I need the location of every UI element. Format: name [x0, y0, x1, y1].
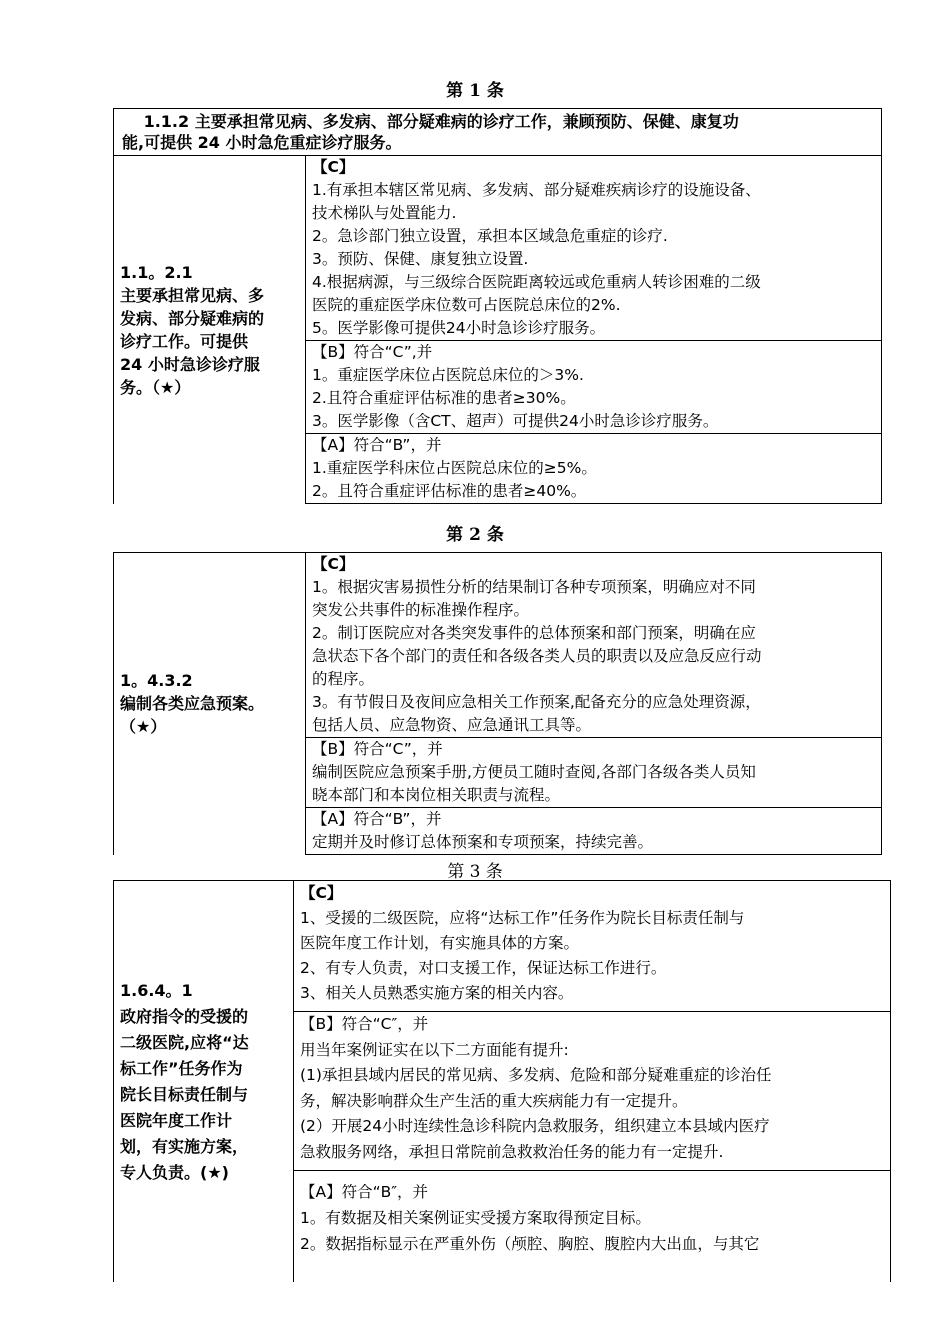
- level-c-line: 突发公共事件的标准操作程序。: [312, 601, 530, 619]
- level-c-label: 【C】: [312, 555, 355, 573]
- level-c-line: 急状态下各个部门的责任和各级各类人员的职责以及应急反应行动: [312, 647, 762, 665]
- article1-left-line: 务。（★）: [120, 377, 191, 397]
- article2-left-line: 1。4.3.2: [120, 671, 193, 691]
- article1-header-row: [114, 109, 882, 156]
- article1-header-line2: 能,可提供 24 小时急危重症诊疗服务。: [122, 133, 402, 152]
- article1-left-line: 24 小时急诊诊疗服: [120, 354, 260, 374]
- article2-left-line: 编制各类应急预案。: [120, 694, 265, 714]
- article1-level-a: [306, 434, 882, 504]
- level-b-line: (2）开展24小时连续性急诊科院内急救服务，组织建立本县域内医疗: [300, 1117, 770, 1135]
- article3-left-line: 院长目标责任制与: [120, 1084, 249, 1104]
- level-b-line: 用当年案例证实在以下二方面能有提升:: [300, 1040, 569, 1059]
- article3-left-line: 划，有实施方案，: [120, 1136, 249, 1156]
- article3-level-a: [294, 1171, 891, 1283]
- level-b-line: 急救服务网络，承担日常院前急救救治任务的能力有一定提升.: [300, 1142, 724, 1161]
- level-c-line: 的程序。: [312, 670, 375, 688]
- level-c-line: 1、受援的二级医院，应将“达标工作”任务作为院长目标责任制与: [300, 909, 745, 927]
- level-c-line: 3。预防、保健、康复独立设置.: [312, 250, 529, 268]
- level-c-label: 【C】: [312, 158, 355, 176]
- article2-table: [113, 552, 882, 855]
- article1-standard-cell: [114, 156, 306, 504]
- level-b-line: 编制医院应急预案手册,方便员工随时查阅,各部门各级各类人员知: [312, 763, 756, 781]
- article3-title: 第 3 条: [447, 862, 503, 882]
- level-c-line: 3。有节假日及夜间应急相关工作预案,配备充分的应急处理资源，: [312, 693, 761, 711]
- article1-left-line: 发病、部分疑难病的: [120, 308, 265, 328]
- level-a-line: 2。数据指标显示在严重外伤（颅腔、胸腔、腹腔内大出血，与其它: [300, 1235, 760, 1253]
- article3-left-line: 1.6.4。1: [120, 980, 193, 1000]
- level-c-line: 2、有专人负责，对口支援工作，保证达标工作进行。: [300, 959, 667, 977]
- level-a-line: 2。且符合重症评估标准的患者≥40%。: [312, 482, 587, 500]
- level-a-label: 【A】符合“B”，并: [312, 436, 442, 454]
- level-a-line: 定期并及时修订总体预案和专项预案，持续完善。: [312, 833, 654, 851]
- level-c-line: 2。制订医院应对各类突发事件的总体预案和部门预案，明确在应: [312, 624, 756, 642]
- article2-level-c: [306, 553, 882, 738]
- article2-standard-cell: [114, 553, 306, 855]
- level-b-label: 【B】符合“C”，并: [312, 740, 443, 758]
- level-c-line: 2。急诊部门独立设置，承担本区域急危重症的诊疗.: [312, 227, 668, 245]
- article3-level-b: [294, 1012, 891, 1171]
- level-b-line: 晓本部门和本岗位相关职责与流程。: [312, 786, 561, 804]
- level-b-line: 2.且符合重症评估标准的患者≥30%。: [312, 389, 576, 407]
- article1-header-line1: 1.1.2 主要承担常见病、多发病、部分疑难病的诊疗工作，兼顾预防、保健、康复功: [122, 112, 739, 131]
- level-c-line: 医院的重症医学床位数可占医院总床位的2%.: [312, 296, 621, 314]
- level-a-line: 1。有数据及相关案例证实受援方案取得预定目标。: [300, 1209, 651, 1227]
- article2-left-line: （★）: [120, 717, 167, 737]
- article3-table: [113, 880, 891, 1282]
- level-a-label: 【A】符合“B”，并: [312, 810, 442, 828]
- article2-level-a: [306, 808, 882, 855]
- level-a-label: 【A】符合“B″，并: [300, 1183, 429, 1201]
- article2-title: 第 2 条: [446, 525, 504, 545]
- article3-left-line: 专人负责。(★): [120, 1162, 229, 1182]
- level-b-line: 1。重症医学床位占医院总床位的＞3%.: [312, 366, 584, 384]
- article1-level-b: [306, 341, 882, 434]
- article3-standard-cell: [114, 881, 294, 1283]
- article3-left-line: 标工作”任务作为: [120, 1058, 243, 1078]
- article3-left-line: 医院年度工作计: [120, 1110, 233, 1130]
- level-c-label: 【C】: [300, 884, 343, 902]
- level-c-line: 医院年度工作计划，有实施具体的方案。: [300, 934, 580, 952]
- level-c-line: 1.有承担本辖区常见病、多发病、部分疑难疾病诊疗的设施设备、: [312, 181, 761, 199]
- level-b-label: 【B】符合“C”,并: [312, 343, 433, 361]
- level-c-line: 1。根据灾害易损性分析的结果制订各种专项预案，明确应对不同: [312, 578, 756, 596]
- level-a-line: 1.重症医学科床位占医院总床位的≥5%。: [312, 459, 597, 477]
- article3-left-line: 二级医院,应将“达: [120, 1032, 249, 1052]
- article1-left-line: 主要承担常见病、多: [120, 285, 265, 305]
- article3-level-c: [294, 881, 891, 1012]
- level-b-label: 【B】符合“C″，并: [300, 1015, 429, 1033]
- article1-title: 第 1 条: [446, 81, 504, 101]
- level-c-line: 包括人员、应急物资、应急通讯工具等。: [312, 716, 592, 734]
- article1-level-c: [306, 156, 882, 341]
- article3-left-line: 政府指令的受援的: [120, 1006, 249, 1026]
- article1-table: [113, 108, 882, 504]
- article2-level-b: [306, 738, 882, 808]
- article1-left-line: 诊疗工作。可提供: [120, 331, 249, 351]
- level-b-line: (1)承担县域内居民的常见病、多发病、危险和部分疑难重症的诊治任: [300, 1066, 772, 1084]
- level-b-line: 3。医学影像（含CT、超声）可提供24小时急诊诊疗服务。: [312, 412, 719, 430]
- article1-left-line: 1.1。2.1: [120, 262, 193, 282]
- level-b-line: 务，解决影响群众生产生活的重大疾病能力有一定提升。: [300, 1091, 688, 1110]
- level-c-line: 3、相关人员熟悉实施方案的相关内容。: [300, 984, 574, 1002]
- level-c-line: 4.根据病源，与三级综合医院距离较远或危重病人转诊困难的二级: [312, 273, 761, 291]
- level-c-line: 5。医学影像可提供24小时急诊诊疗服务。: [312, 319, 606, 337]
- level-c-line: 技术梯队与处置能力.: [312, 204, 457, 222]
